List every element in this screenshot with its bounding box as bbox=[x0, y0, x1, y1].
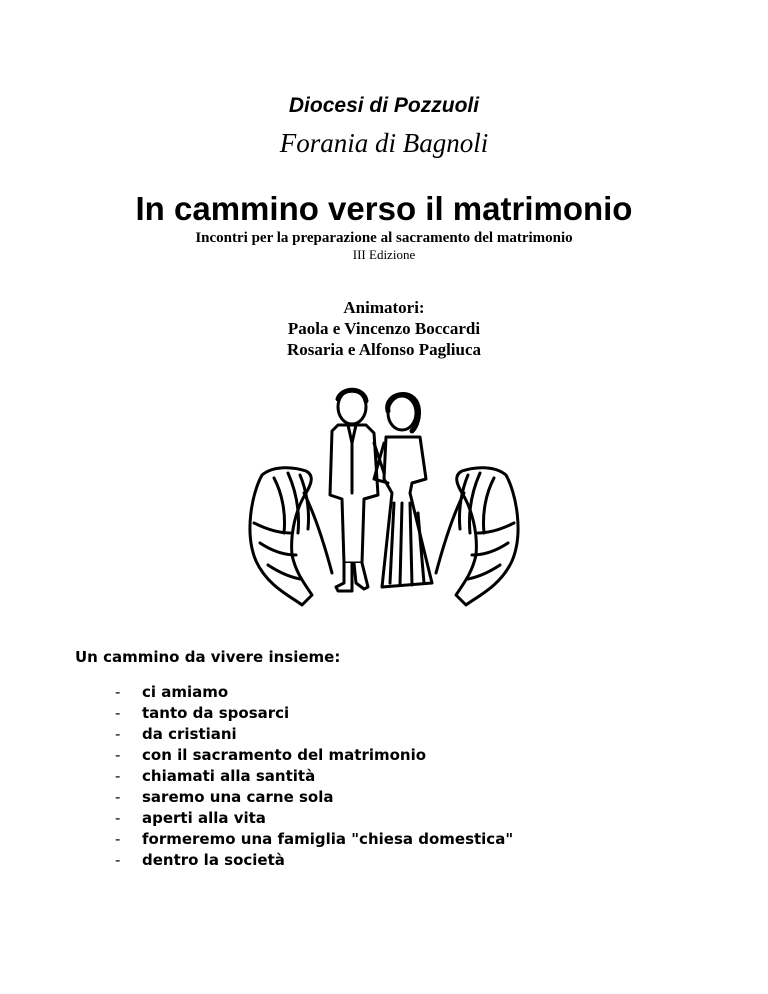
list-item: - con il sacramento del matrimonio bbox=[115, 746, 427, 764]
list-dash: - bbox=[115, 767, 121, 785]
list-item: - saremo una carne sola bbox=[115, 788, 334, 806]
forania-name: Forania di Bagnoli bbox=[279, 128, 489, 158]
animators-heading: Animatori: bbox=[343, 298, 425, 317]
list-item: - formeremo una famiglia "chiesa domestica" bbox=[115, 830, 514, 848]
list-dash: - bbox=[115, 809, 121, 827]
list-dash: - bbox=[115, 725, 121, 743]
animators-name: Rosaria e Alfonso Pagliuca bbox=[286, 340, 482, 359]
list-dash: - bbox=[115, 704, 121, 722]
edition-label: III Edizione bbox=[352, 247, 416, 262]
left-hand-icon bbox=[250, 468, 312, 605]
bride-figure bbox=[374, 395, 432, 587]
list-item: - chiamati alla santità bbox=[115, 767, 316, 785]
right-hand-icon bbox=[456, 468, 518, 605]
diocese-name: Diocesi di Pozzuoli bbox=[288, 94, 480, 117]
list-item: - tanto da sposarci bbox=[115, 704, 290, 722]
list-dash: - bbox=[115, 746, 121, 764]
groom-figure bbox=[330, 390, 386, 591]
page-subtitle: Incontri per la preparazione al sacramento del matrimonio bbox=[195, 230, 573, 246]
list-item: - dentro la società bbox=[115, 851, 285, 869]
list-dash: - bbox=[115, 830, 121, 848]
animators-name: Paola e Vincenzo Boccardi bbox=[287, 319, 481, 338]
list-item: - aperti alla vita bbox=[115, 809, 266, 827]
list-item: - da cristiani bbox=[115, 725, 237, 743]
list-dash: - bbox=[115, 851, 121, 869]
list-dash: - bbox=[115, 683, 121, 701]
list-dash: - bbox=[115, 788, 121, 806]
couple-in-hands-illustration bbox=[234, 383, 534, 613]
page-title: In cammino verso il matrimonio bbox=[135, 190, 633, 227]
journey-intro: Un cammino da vivere insieme: bbox=[75, 648, 341, 666]
list-item: - ci amiamo bbox=[115, 683, 229, 701]
journey-list bbox=[115, 682, 513, 871]
animators-block bbox=[0, 297, 768, 360]
